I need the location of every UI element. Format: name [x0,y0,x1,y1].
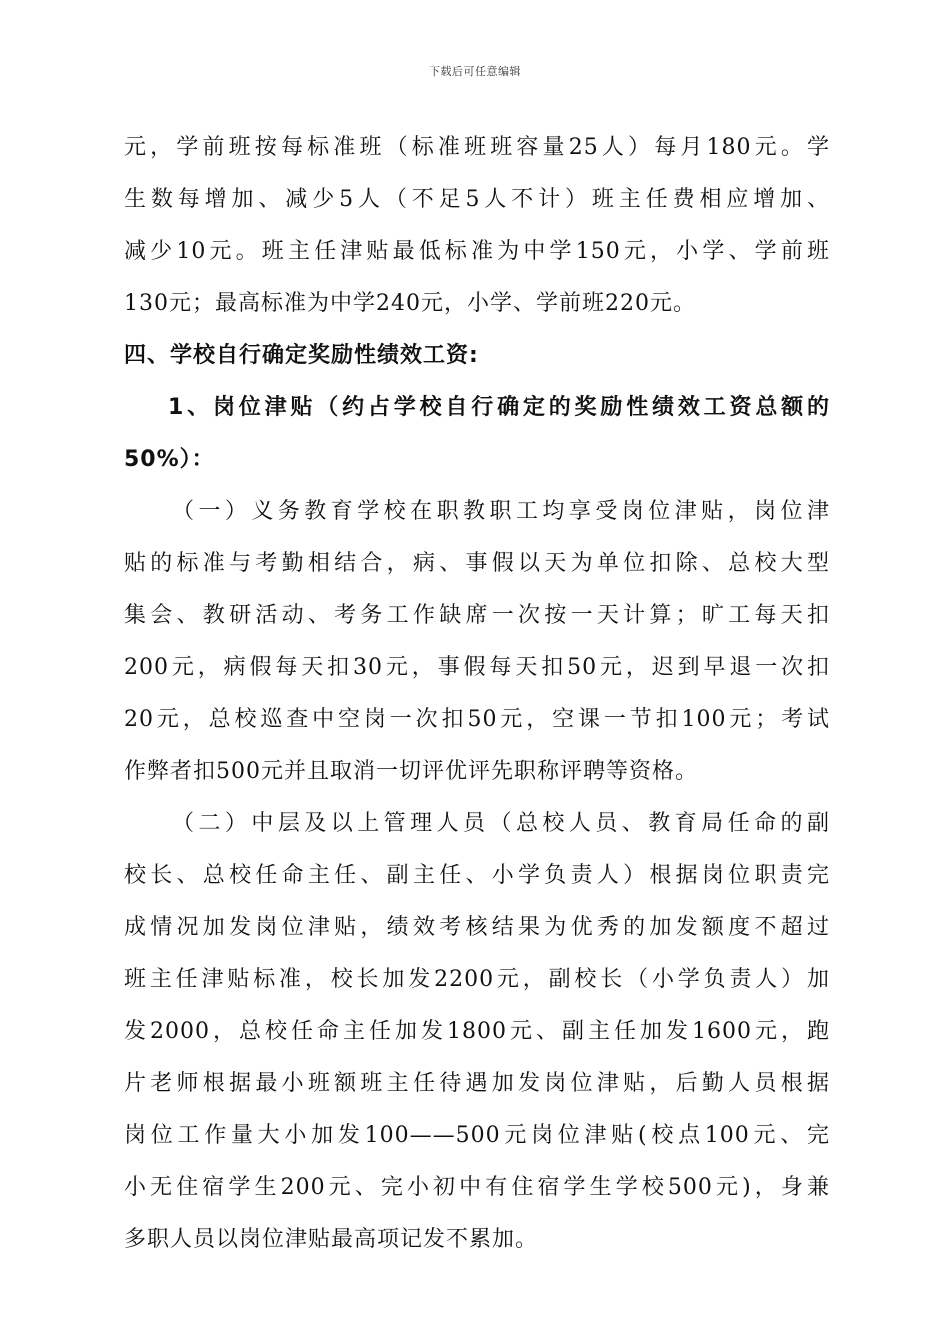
paragraph-line: 130元；最高标准为中学240元，小学、学前班220元。 [124,291,696,316]
paragraph-line: 小无住宿学生200元、完小初中有住宿学生学校500元)，身兼 [124,1175,830,1200]
paragraph-line: 岗位工作量大小加发100——500元岗位津贴(校点100元、完 [124,1123,830,1148]
section-heading: 四、学校自行确定奖励性绩效工资: [124,343,479,368]
paragraph-line: 作弊者扣500元并且取消一切评优评先职称评聘等资格。 [124,759,698,784]
paragraph-line: （一）义务教育学校在职教职工均享受岗位津贴，岗位津 [172,499,830,524]
paragraph-line: 片老师根据最小班额班主任待遇加发岗位津贴，后勤人员根据 [124,1071,830,1096]
paragraph-line: 贴的标准与考勤相结合，病、事假以天为单位扣除、总校大型 [124,551,830,576]
header-watermark: 下载后可任意编辑 [429,65,521,78]
subsection-heading-continued: 50%）： [124,447,215,472]
paragraph-line: 校长、总校任命主任、副主任、小学负责人）根据岗位职责完 [124,863,830,888]
document-body [124,128,830,1272]
paragraph-line: 减少10元。班主任津贴最低标准为中学150元，小学、学前班 [124,239,830,264]
paragraph-line: 生数每增加、减少5人（不足5人不计）班主任费相应增加、 [124,187,830,212]
paragraph-line: 多职人员以岗位津贴最高项记发不累加。 [124,1227,539,1252]
paragraph-line: 集会、教研活动、考务工作缺席一次按一天计算；旷工每天扣 [124,603,830,628]
paragraph-line: 元，学前班按每标准班（标准班班容量25人）每月180元。学 [124,135,830,160]
paragraph-line: 班主任津贴标准，校长加发2200元，副校长（小学负责人）加 [124,967,830,992]
paragraph-line: 200元，病假每天扣30元，事假每天扣50元，迟到早退一次扣 [124,655,830,680]
paragraph-line: 成情况加发岗位津贴，绩效考核结果为优秀的加发额度不超过 [124,915,830,940]
subsection-heading: 1、岗位津贴（约占学校自行确定的奖励性绩效工资总额的 [168,395,830,420]
paragraph-line: 20元，总校巡查中空岗一次扣50元，空课一节扣100元；考试 [124,707,830,732]
paragraph-line: （二）中层及以上管理人员（总校人员、教育局任命的副 [172,811,830,836]
paragraph-line: 发2000，总校任命主任加发1800元、副主任加发1600元，跑 [124,1019,830,1044]
